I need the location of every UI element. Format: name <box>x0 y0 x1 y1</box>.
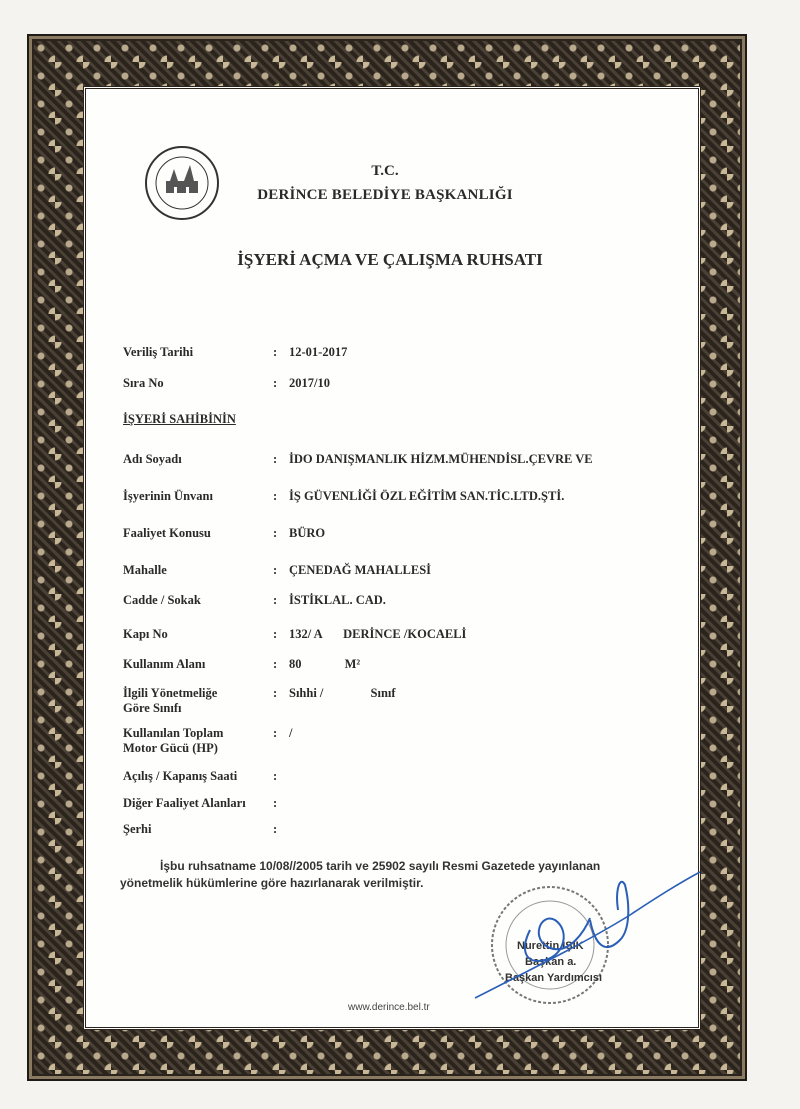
colon: : <box>273 452 278 466</box>
motor-value: / <box>289 726 293 740</box>
class-value-group <box>289 686 396 701</box>
owner-section-heading: İŞYERİ SAHİBİNİN <box>123 412 236 426</box>
title-value: İŞ GÜVENLİĞİ ÖZL EĞİTİM SAN.TİC.LTD.ŞTİ. <box>289 489 565 503</box>
motor-label-line1: Kullanılan Toplam <box>123 726 224 740</box>
activity-value: BÜRO <box>289 526 326 540</box>
handwritten-signature <box>470 860 705 1005</box>
area-value-group <box>289 657 360 672</box>
document-title: İŞYERİ AÇMA VE ÇALIŞMA RUHSATI <box>237 250 543 269</box>
title-label: İşyerinin Ünvanı <box>123 489 213 503</box>
motor-label-line2: Motor Gücü (HP) <box>123 741 218 755</box>
district-label: Mahalle <box>123 563 167 577</box>
signer-role-1: Başkan a. <box>525 956 577 968</box>
municipality-name: DERİNCE BELEDİYE BAŞKANLIĞI <box>257 187 513 203</box>
colon: : <box>273 686 278 700</box>
class-label <box>123 686 273 716</box>
class-suffix: Sınıf <box>370 686 396 700</box>
class-value: Sıhhi / <box>289 686 324 700</box>
colon: : <box>273 593 278 607</box>
issue-date-value: 12-01-2017 <box>289 345 348 359</box>
area-label: Kullanım Alanı <box>123 657 206 671</box>
door-label: Kapı No <box>123 627 168 641</box>
street-label: Cadde / Sokak <box>123 593 201 607</box>
name-value: İDO DANIŞMANLIK HİZM.MÜHENDİSL.ÇEVRE VE <box>289 452 593 466</box>
sequence-value: 2017/10 <box>289 376 330 390</box>
colon: : <box>273 526 278 540</box>
colon: : <box>273 345 278 359</box>
colon: : <box>273 726 278 740</box>
municipality-seal <box>144 145 220 221</box>
street-value: İSTİKLAL. CAD. <box>289 593 386 607</box>
other-activity-label: Diğer Faaliyet Alanları <box>123 796 246 810</box>
annotation-label: Şerhi <box>123 822 152 836</box>
city-value: DERİNCE /KOCAELİ <box>343 627 467 641</box>
issue-date-label: Veriliş Tarihi <box>123 345 194 359</box>
colon: : <box>273 563 278 577</box>
activity-label: Faaliyet Konusu <box>123 526 211 540</box>
hours-label: Açılış / Kapanış Saati <box>123 769 238 783</box>
door-value <box>289 627 466 642</box>
signer-role-2: Başkan Yardımcısı <box>505 972 603 984</box>
sequence-label: Sıra No <box>123 376 164 390</box>
signer-name: Nurettin IŞIK <box>517 940 584 952</box>
colon: : <box>273 657 278 671</box>
district-value: ÇENEDAĞ MAHALLESİ <box>289 563 432 577</box>
area-value: 80 <box>289 657 302 671</box>
colon: : <box>273 627 278 641</box>
colon: : <box>273 796 278 810</box>
legal-note-line2: yönetmelik hükümlerine göre hazırlanarak verilmiştir. <box>120 876 424 890</box>
colon: : <box>273 822 278 836</box>
country-label: T.C. <box>371 163 399 179</box>
legal-note-line1: İşbu ruhsatname 10/08//2005 tarih ve 25902 sayılı Resmi Gazetede yayınlanan <box>160 859 601 873</box>
class-label-line2: Göre Sınıfı <box>123 701 182 715</box>
door-number: 132/ A <box>289 627 322 641</box>
colon: : <box>273 376 278 390</box>
class-label-line1: İlgili Yönetmeliğe <box>123 686 218 700</box>
colon: : <box>273 489 278 503</box>
name-label: Adı Soyadı <box>123 452 182 466</box>
colon: : <box>273 769 278 783</box>
website-footer: www.derince.bel.tr <box>348 1002 430 1013</box>
motor-label <box>123 726 273 756</box>
area-unit: M² <box>344 657 361 671</box>
